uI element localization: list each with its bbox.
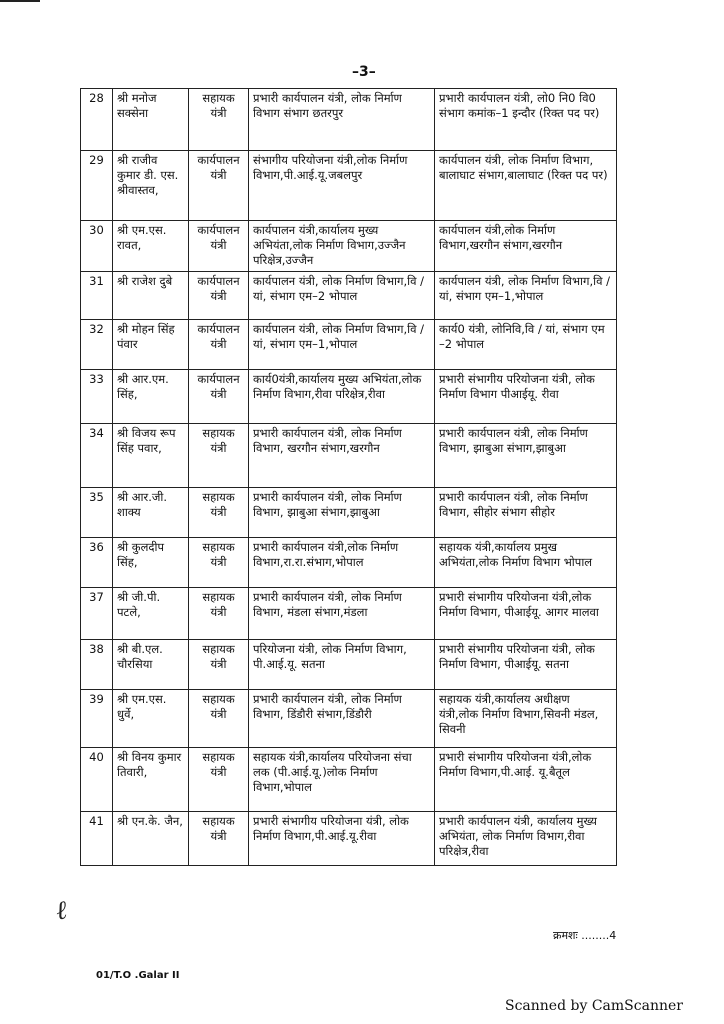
table-row [81,423,617,487]
officer-name: श्री विनय कुमार तिवारी, [113,747,189,811]
officer-post: कार्यपालन यंत्री [189,151,249,221]
row-number: 41 [81,811,113,865]
officer-post: कार्यपालन यंत्री [189,369,249,423]
officer-post: कार्यपालन यंत्री [189,271,249,319]
table-row [81,689,617,747]
row-number: 28 [81,89,113,151]
officer-name: श्री आर.जी. शाक्य [113,487,189,537]
table-row [81,319,617,369]
officer-name: श्री जी.पी. पटले, [113,587,189,639]
table-row [81,639,617,689]
new-posting: प्रभारी कार्यपालन यंत्री, लोक निर्माण विभाग, सीहोर संभाग सीहोर [435,487,617,537]
row-number: 35 [81,487,113,537]
continued-note: क्रमशः ........4 [553,929,617,942]
table-row [81,747,617,811]
officer-name: श्री राजीव कुमार डी. एस. श्रीवास्तव, [113,151,189,221]
officer-post: कार्यपालन यंत्री [189,221,249,272]
row-number: 39 [81,689,113,747]
table-row [81,151,617,221]
officer-name: श्री एन.के. जैन, [113,811,189,865]
new-posting: सहायक यंत्री,कार्यालय अधीक्षण यंत्री,लोक निर्माण विभाग,सिवनी मंडल, सिवनी [435,689,617,747]
officer-post: कार्यपालन यंत्री [189,319,249,369]
officer-name: श्री मोहन सिंह पंवार [113,319,189,369]
new-posting: कार्यपालन यंत्री,लोक निर्माण विभाग,खरगौन संभाग,खरगौन [435,221,617,272]
current-posting: संभागीय परियोजना यंत्री,लोक निर्माण विभाग,पी.आई.यू.जबलपुर [249,151,435,221]
officer-post: सहायक यंत्री [189,587,249,639]
current-posting: प्रभारी कार्यपालन यंत्री, लोक निर्माण विभाग संभाग छतरपुर [249,89,435,151]
current-posting: प्रभारी संभागीय परियोजना यंत्री, लोक निर्माण विभाग,पी.आई.यू.रीवा [249,811,435,865]
current-posting: कार्यपालन यंत्री, लोक निर्माण विभाग,वि / यां, संभाग एम–1,भोपाल [249,319,435,369]
new-posting: कार्यपालन यंत्री, लोक निर्माण विभाग, बालाघाट संभाग,बालाघाट (रिक्त पद पर) [435,151,617,221]
row-number: 40 [81,747,113,811]
officer-name: श्री राजेश दुबे [113,271,189,319]
officer-name: श्री मनोज सक्सेना [113,89,189,151]
table-row [81,369,617,423]
officer-name: श्री बी.एल. चौरसिया [113,639,189,689]
row-number: 33 [81,369,113,423]
handwritten-paraph: ℓ [53,895,69,927]
row-number: 29 [81,151,113,221]
current-posting: कार्यपालन यंत्री, लोक निर्माण विभाग,वि / यां, संभाग एम–2 भोपाल [249,271,435,319]
transfer-table [80,88,617,866]
table-row [81,271,617,319]
officer-post: सहायक यंत्री [189,811,249,865]
officer-post: सहायक यंत्री [189,487,249,537]
officer-name: श्री एम.एस. धुर्वे, [113,689,189,747]
row-number: 34 [81,423,113,487]
current-posting: प्रभारी कार्यपालन यंत्री, लोक निर्माण विभाग, डिंडौरी संभाग,डिंडौरी [249,689,435,747]
table-row [81,221,617,272]
officer-name: श्री विजय रूप सिंह पवार, [113,423,189,487]
new-posting: प्रभारी कार्यपालन यंत्री, लो0 नि0 वि0 संभाग कमांक–1 इन्दौर (रिक्त पद पर) [435,89,617,151]
row-number: 38 [81,639,113,689]
table-row [81,487,617,537]
new-posting: प्रभारी कार्यपालन यंत्री, कार्यालय मुख्य अभियंता, लोक निर्माण विभाग,रीवा परिक्षेत्र,रीवा [435,811,617,865]
current-posting: कार्य0यंत्री,कार्यालय मुख्य अभियंता,लोक निर्माण विभाग,रीवा परिक्षेत्र,रीवा [249,369,435,423]
transfer-table-body [81,89,617,866]
row-number: 37 [81,587,113,639]
row-number: 32 [81,319,113,369]
table-row [81,89,617,151]
new-posting: कार्यपालन यंत्री, लोक निर्माण विभाग,वि / यां, संभाग एम–1,भोपाल [435,271,617,319]
page-top-rule [0,0,40,2]
officer-name: श्री आर.एम. सिंह, [113,369,189,423]
current-posting: कार्यपालन यंत्री,कार्यालय मुख्य अभियंता,लोक निर्माण विभाग,उज्जैन परिक्षेत्र,उज्जैन [249,221,435,272]
table-row [81,811,617,865]
table-row [81,587,617,639]
new-posting: प्रभारी संभागीय परियोजना यंत्री,लोक निर्माण विभाग,पी.आई. यू.बैतूल [435,747,617,811]
officer-post: सहायक यंत्री [189,537,249,587]
new-posting: प्रभारी संभागीय परियोजना यंत्री, लोक निर्माण विभाग पीआईयू. रीवा [435,369,617,423]
page-number: –3– [352,64,376,80]
officer-post: सहायक यंत्री [189,89,249,151]
officer-name: श्री एम.एस. रावत, [113,221,189,272]
officer-post: सहायक यंत्री [189,639,249,689]
officer-post: सहायक यंत्री [189,747,249,811]
current-posting: प्रभारी कार्यपालन यंत्री, लोक निर्माण विभाग, खरगौन संभाग,खरगौन [249,423,435,487]
current-posting: प्रभारी कार्यपालन यंत्री,लोक निर्माण विभाग,रा.रा.संभाग,भोपाल [249,537,435,587]
table-row [81,537,617,587]
officer-name: श्री कुलदीप सिंह, [113,537,189,587]
new-posting: प्रभारी संभागीय परियोजना यंत्री,लोक निर्माण विभाग, पीआईयू. आगर मालवा [435,587,617,639]
new-posting: प्रभारी संभागीय परियोजना यंत्री, लोक निर्माण विभाग, पीआईयू. सतना [435,639,617,689]
row-number: 31 [81,271,113,319]
new-posting: प्रभारी कार्यपालन यंत्री, लोक निर्माण विभाग, झाबुआ संभाग,झाबुआ [435,423,617,487]
current-posting: सहायक यंत्री,कार्यालय परियोजना संचा लक (पी.आई.यू.)लोक निर्माण विभाग,भोपाल [249,747,435,811]
new-posting: कार्य0 यंत्री, लोनिवि,वि / यां, संभाग एम –2 भोपाल [435,319,617,369]
scanner-watermark: Scanned by CamScanner [505,998,683,1014]
row-number: 36 [81,537,113,587]
new-posting: सहायक यंत्री,कार्यालय प्रमुख अभियंता,लोक निर्माण विभाग भोपाल [435,537,617,587]
footer-code: 01/T.O .Galar II [96,970,180,981]
row-number: 30 [81,221,113,272]
current-posting: प्रभारी कार्यपालन यंत्री, लोक निर्माण विभाग, मंडला संभाग,मंडला [249,587,435,639]
officer-post: सहायक यंत्री [189,423,249,487]
current-posting: प्रभारी कार्यपालन यंत्री, लोक निर्माण विभाग, झाबुआ संभाग,झाबुआ [249,487,435,537]
current-posting: परियोजना यंत्री, लोक निर्माण विभाग, पी.आई.यू. सतना [249,639,435,689]
officer-post: सहायक यंत्री [189,689,249,747]
